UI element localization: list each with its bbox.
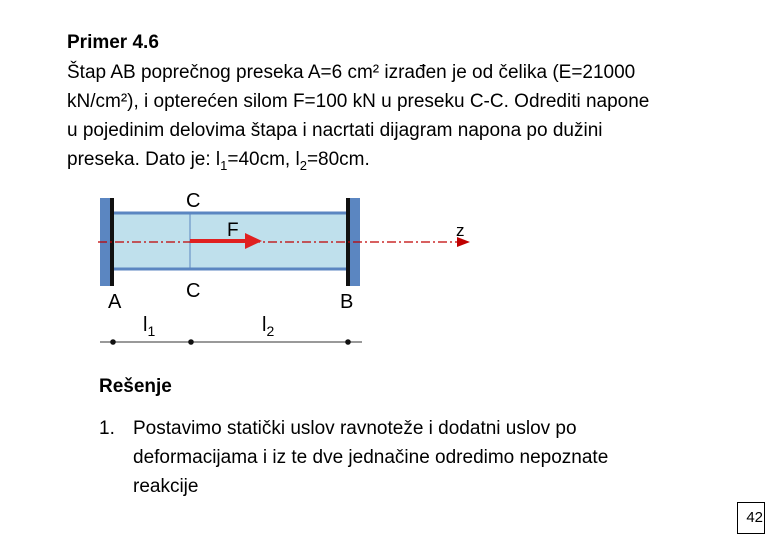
step-line: Postavimo statički uslov ravnoteže i dodatni uslov po bbox=[133, 418, 577, 439]
section-label-top: C bbox=[186, 190, 201, 212]
l2-subscript: 2 bbox=[299, 157, 307, 173]
problem-line: Štap AB poprečnog preseka A=6 cm² izrađen je od čelika (E=21000 bbox=[67, 62, 636, 83]
segment-label-l2: $l_2$ bbox=[262, 314, 275, 339]
support-label-a: A bbox=[108, 291, 122, 313]
problem-line-given: preseka. Dato je: $l_1=40cm$, $l_2=80cm$. bbox=[67, 149, 370, 173]
step-text bbox=[133, 414, 608, 501]
axis-label: z bbox=[456, 221, 465, 240]
problem-line: kN/cm²), i opterećen silom F=100 kN u preseku C-C. Odrediti napone bbox=[67, 91, 650, 112]
step-line: reakcije bbox=[133, 476, 199, 497]
problem-line: u pojedinim delovima štapa i nacrtati dijagram napona po dužini bbox=[67, 120, 603, 141]
dimension-point-b bbox=[345, 339, 351, 345]
force-label: F bbox=[227, 220, 239, 241]
dimension-point-a bbox=[110, 339, 116, 345]
solution-heading: Rešenje bbox=[99, 376, 172, 397]
step-number: 1. bbox=[99, 418, 115, 439]
step-line: deformacijama i iz te dve jednačine odredimo nepoznate bbox=[133, 447, 609, 468]
page-number: 42 bbox=[737, 502, 765, 534]
section-label-bottom: C bbox=[186, 280, 201, 302]
dimension-point-c bbox=[188, 339, 194, 345]
support-label-b: B bbox=[340, 291, 354, 313]
l1-subscript: 1 bbox=[220, 157, 228, 173]
problem-title: Primer 4.6 bbox=[67, 32, 159, 53]
segment-label-l1: $l_1$ bbox=[143, 314, 156, 339]
